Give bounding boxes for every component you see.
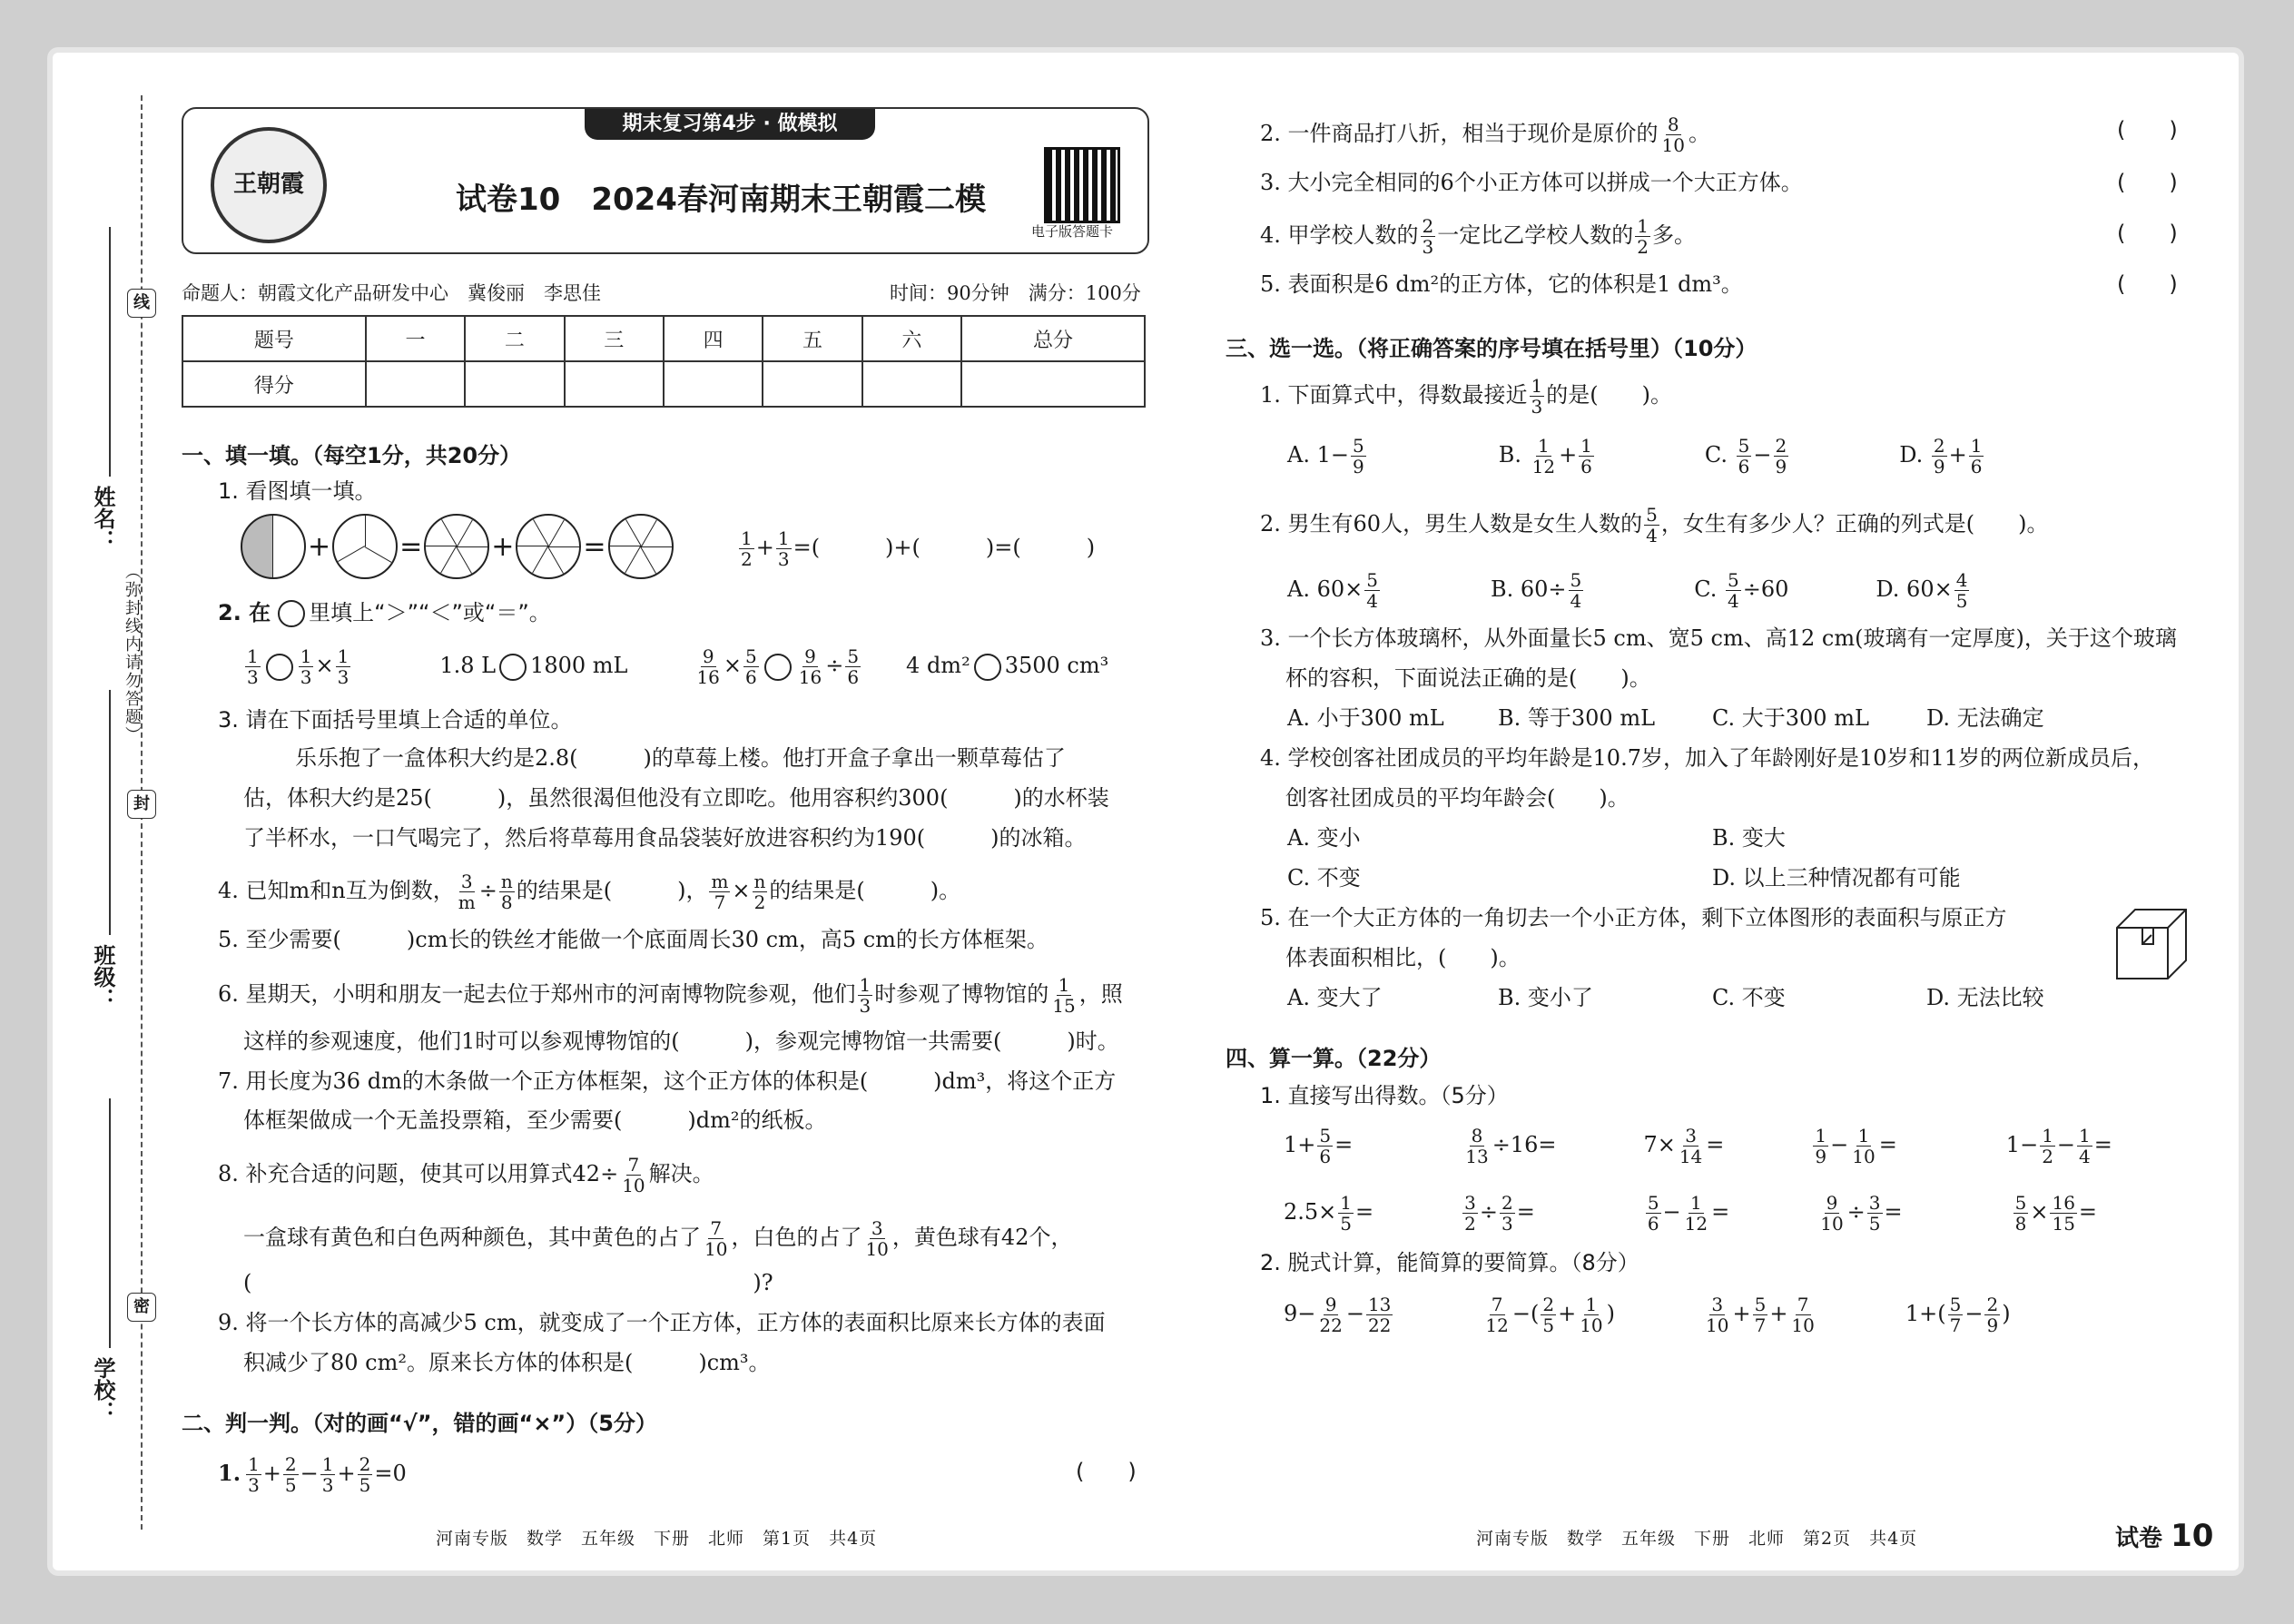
s2-q2-answer[interactable]: ( ): [2117, 117, 2178, 143]
footer-left: 河南专版 数学 五年级 下册 北师 第1页 共4页: [436, 1529, 878, 1549]
score-header: 二: [465, 316, 564, 361]
s3-q5-opt-d[interactable]: D. 无法比较: [1926, 985, 2044, 1010]
pie-sixth: [516, 514, 581, 579]
score-header: 题号: [182, 316, 366, 361]
name-field[interactable]: [109, 227, 111, 477]
qr-code-icon[interactable]: [1044, 147, 1120, 223]
pie-third: [332, 514, 398, 579]
name-label: 姓名：: [90, 486, 115, 551]
s1-q3: 3. 请在下面括号里填上合适的单位。: [218, 707, 573, 733]
s3-q4-opt-a[interactable]: A. 变小: [1287, 825, 1361, 851]
page-title: 试卷10 2024春河南期末王朝霞二模: [456, 182, 986, 218]
s1-q7-line1: 7. 用长度为36 dm的木条做一个正方体框架，这个正方体的体积是( )dm³，将这个正方: [218, 1068, 1117, 1094]
s1-q9-line1: 9. 将一个长方体的高减少5 cm，就变成了一个正方体，正方体的表面积比原来长方体的表面: [218, 1310, 1106, 1335]
score-cell[interactable]: [465, 361, 564, 407]
school-label: 学校：: [90, 1357, 115, 1422]
s1-q2-items: $\frac{1}{3}$ $\frac{1}{3}$ × $\frac{1}{3}$ 1.8 L 1800 mL $\frac{9}{16}$ × $\frac{5}{6}$ $\frac{9}{16}$ ÷ $\frac{5}{6}$ 4 dm² 3500 cm³: [247, 645, 1109, 688]
pie-diagram: + = + =: [241, 514, 674, 579]
binding-note: （弥封线内请勿答题）: [123, 563, 142, 744]
s3-q1-options[interactable]: A. 1− $\frac{5}{9}$ B. $\frac{1}{12}$ + $\frac{1}{6}$ C. $\frac{5}{6}$ − $\frac{2}{9}$ D. $\frac{2}{9}$ + $\frac{1}{6}$: [1287, 435, 1983, 477]
authors: 命题人：朝霞文化产品研发中心 冀俊丽 李思佳: [182, 282, 601, 304]
s2-q3-answer[interactable]: ( ): [2117, 170, 2178, 195]
header-box: [182, 107, 1149, 254]
s1-q6-line2: 这样的参观速度，他们1时可以参观博物馆的( )，参观完博物馆一共需要( )时。: [243, 1029, 1119, 1054]
s3-q4-line2: 创客社团成员的平均年龄会( )。: [1285, 785, 1629, 811]
s3-q3-opt-a[interactable]: A. 小于300 mL: [1287, 705, 1444, 731]
score-cell[interactable]: [862, 361, 961, 407]
s1-q8-answer[interactable]: ( )?: [243, 1270, 773, 1295]
score-header-row: [182, 316, 1145, 361]
score-cell[interactable]: [763, 361, 861, 407]
s3-q1: 1. 下面算式中，得数最接近 $\frac{1}{3}$ 的是( )。: [1260, 375, 1672, 418]
pie-half: [241, 514, 306, 579]
s1-q4: 4. 已知m和n互为倒数， $\frac{3}{m}$ ÷ $\frac{n}{8}$ 的结果是( )， $\frac{m}{7}$ × $\frac{n}{2}$ 的结果是( )。: [218, 871, 961, 913]
s1-q6: 6. 星期天，小明和朋友一起去位于郑州市的河南博物院参观，他们 $\frac{1}{3}$ 时参观了博物馆的 $\frac{1}{15}$ ，照: [218, 974, 1123, 1017]
s1-q3-line3: 了半杯水，一口气喝完了，然后将草莓用食品袋装好放进容积约为190( )的冰箱。: [243, 825, 1087, 851]
s2-q5: 5. 表面积是6 dm²的正方体，它的体积是1 dm³。: [1260, 271, 1743, 297]
binding-mark-mi: 密: [127, 1293, 156, 1322]
footer-right: 河南专版 数学 五年级 下册 北师 第2页 共4页: [1476, 1529, 1918, 1549]
score-header: 四: [664, 316, 763, 361]
publisher-logo: 王朝霞: [211, 127, 327, 243]
s1-q3-line1: 乐乐抱了一盒体积大约是2.8( )的草莓上楼。他打开盒子拿出一颗草莓估了: [295, 745, 1066, 771]
s4-q1-row1: 1+ $\frac{5}{6}$ = $\frac{8}{13}$ ÷16= 7× $\frac{3}{14}$ = $\frac{1}{9}$ − $\frac{1}{10}$ = 1− $\frac{1}{2}$ − $\frac{1}{4}$ =: [1284, 1125, 2112, 1167]
s3-q3-opt-d[interactable]: D. 无法确定: [1926, 705, 2044, 731]
s4-q2-row: 9− $\frac{9}{22}$ − $\frac{13}{22}$ $\frac{7}{12}$ −( $\frac{2}{5}$ + $\frac{1}{10}$ ) $\frac{3}{10}$ + $\frac{5}{7}$ + $\frac{7}{10}$ 1+( $\frac{5}{7}$ − $\frac{2}{9}$ ): [1284, 1294, 2011, 1336]
s3-q5-opt-b[interactable]: B. 变小了: [1498, 985, 1593, 1010]
class-label: 班级：: [90, 944, 115, 1009]
section1-title: 一、填一填。（每空1分，共20分）: [182, 443, 522, 468]
s4-q1: 1. 直接写出得数。（5分）: [1260, 1083, 1509, 1108]
s1-q3-line2: 估，体积大约是25( )，虽然很渴但他没有立即吃。他用容积约300( )的水杯装: [243, 785, 1109, 811]
s3-q4-opt-d[interactable]: D. 以上三种情况都有可能: [1712, 865, 1961, 891]
s3-q5-opt-c[interactable]: C. 不变: [1712, 985, 1786, 1010]
s3-q3-opt-c[interactable]: C. 大于300 mL: [1712, 705, 1869, 731]
qr-label: 电子版答题卡: [1031, 223, 1114, 240]
s3-q4-opt-b[interactable]: B. 变大: [1712, 825, 1786, 851]
section4-title: 四、算一算。（22分）: [1226, 1046, 1442, 1071]
s4-q1-row2: 2.5× $\frac{1}{5}$ = $\frac{3}{2}$ ÷ $\frac{2}{3}$ = $\frac{5}{6}$ − $\frac{1}{12}$ = $\frac{9}{10}$ ÷ $\frac{3}{5}$ = $\frac{5}{8}$ × $\frac{16}{15}$ =: [1284, 1192, 2098, 1235]
s3-q3-line1: 3. 一个长方体玻璃杯，从外面量长5 cm、宽5 cm、高12 cm(玻璃有一定厚度)，关于这个玻璃: [1260, 625, 2177, 651]
paper-no: 10: [2171, 1518, 2214, 1554]
class-field[interactable]: [109, 690, 111, 935]
s1-q1-equation: $\frac{1}{2}$ + $\frac{1}{3}$ =( )+( )=( ): [741, 527, 1096, 570]
binding-mark-xian: 线: [127, 289, 156, 318]
s2-q2: 2. 一件商品打八折，相当于现价是原价的 $\frac{8}{10}$ 。: [1260, 113, 1710, 156]
s1-q1: 1. 看图填一填。: [218, 478, 377, 504]
s4-q2: 2. 脱式计算，能简算的要简算。（8分）: [1260, 1250, 1639, 1275]
score-table: [182, 315, 1146, 408]
s1-q2: 2. 在 里填上“＞”“＜”或“＝”。: [218, 600, 551, 625]
score-header: 总分: [961, 316, 1145, 361]
s1-q9-line2: 积减少了80 cm²。原来长方体的体积是( )cm³。: [243, 1350, 771, 1375]
score-header: 一: [366, 316, 465, 361]
school-field[interactable]: [109, 1098, 111, 1348]
score-row-label: 得分: [182, 361, 366, 407]
score-header: 五: [763, 316, 861, 361]
pie-sixth: [424, 514, 489, 579]
score-header: 三: [565, 316, 664, 361]
score-cell[interactable]: [366, 361, 465, 407]
s3-q5-opt-a[interactable]: A. 变大了: [1287, 985, 1383, 1010]
paper-number: [2115, 1518, 2213, 1554]
s2-q5-answer[interactable]: ( ): [2117, 271, 2178, 297]
score-row: [182, 361, 1145, 407]
cut-cube-diagram: [2115, 908, 2188, 980]
score-cell[interactable]: [961, 361, 1145, 407]
s3-q4-opt-c[interactable]: C. 不变: [1287, 865, 1361, 891]
s2-q4: 4. 甲学校人数的 $\frac{2}{3}$ 一定比乙学校人数的 $\frac{1}{2}$ 多。: [1260, 215, 1696, 258]
s1-q8-line2: 一盒球有黄色和白色两种颜色，其中黄色的占了 $\frac{7}{10}$ ，白色的占了 $\frac{3}{10}$ ，黄色球有42个，: [243, 1217, 1073, 1260]
pie-sixth: [608, 514, 674, 579]
s3-q3-line2: 杯的容积，下面说法正确的是( )。: [1285, 665, 1651, 691]
s3-q2-options[interactable]: A. 60× $\frac{5}{4}$ B. 60÷ $\frac{5}{4}$ C. $\frac{5}{4}$ ÷60 D. 60× $\frac{4}{5}$: [1287, 569, 1968, 612]
section2-title: 二、判一判。（对的画“√”，错的画“×”）（5分）: [182, 1411, 657, 1436]
s2-q1-answer[interactable]: ( ): [1076, 1459, 1137, 1484]
paper-label: 试卷: [2115, 1525, 2163, 1552]
s1-q5: 5. 至少需要( )cm长的铁丝才能做一个底面周长30 cm，高5 cm的长方体框架。: [218, 927, 1049, 952]
section3-title: 三、选一选。（将正确答案的序号填在括号里）（10分）: [1226, 336, 1757, 361]
s2-q1: 1. $\frac{1}{3}$ + $\frac{2}{5}$ − $\frac{1}{3}$ + $\frac{2}{5}$ =0: [218, 1453, 407, 1496]
s3-q4-line1: 4. 学校创客社团成员的平均年龄是10.7岁，加入了年龄刚好是10岁和11岁的两位新成员后，: [1260, 745, 2155, 771]
score-header: 六: [862, 316, 961, 361]
step-tag: 期末复习第4步 · 做模拟: [585, 109, 875, 140]
s3-q5-line2: 体表面积相比，( )。: [1285, 945, 1521, 970]
binding-mark-feng: 封: [127, 790, 156, 819]
s1-q8: 8. 补充合适的问题，使其可以用算式42÷ $\frac{7}{10}$ 解决。: [218, 1154, 714, 1196]
s1-q7-line2: 体框架做成一个无盖投票箱，至少需要( )dm²的纸板。: [243, 1107, 827, 1133]
s2-q4-answer[interactable]: ( ): [2117, 221, 2178, 246]
s3-q5-line1: 5. 在一个大正方体的一角切去一个小正方体，剩下立体图形的表面积与原正方: [1260, 905, 2007, 930]
score-cell[interactable]: [565, 361, 664, 407]
s3-q2: 2. 男生有60人，男生人数是女生人数的 $\frac{5}{4}$ ，女生有多少人？正确的列式是( )。: [1260, 504, 2049, 546]
score-cell[interactable]: [664, 361, 763, 407]
s3-q3-opt-b[interactable]: B. 等于300 mL: [1498, 705, 1656, 731]
time-score: 时间：90分钟 满分：100分: [890, 282, 1141, 304]
s2-q3: 3. 大小完全相同的6个小正方体可以拼成一个大正方体。: [1260, 170, 1803, 195]
